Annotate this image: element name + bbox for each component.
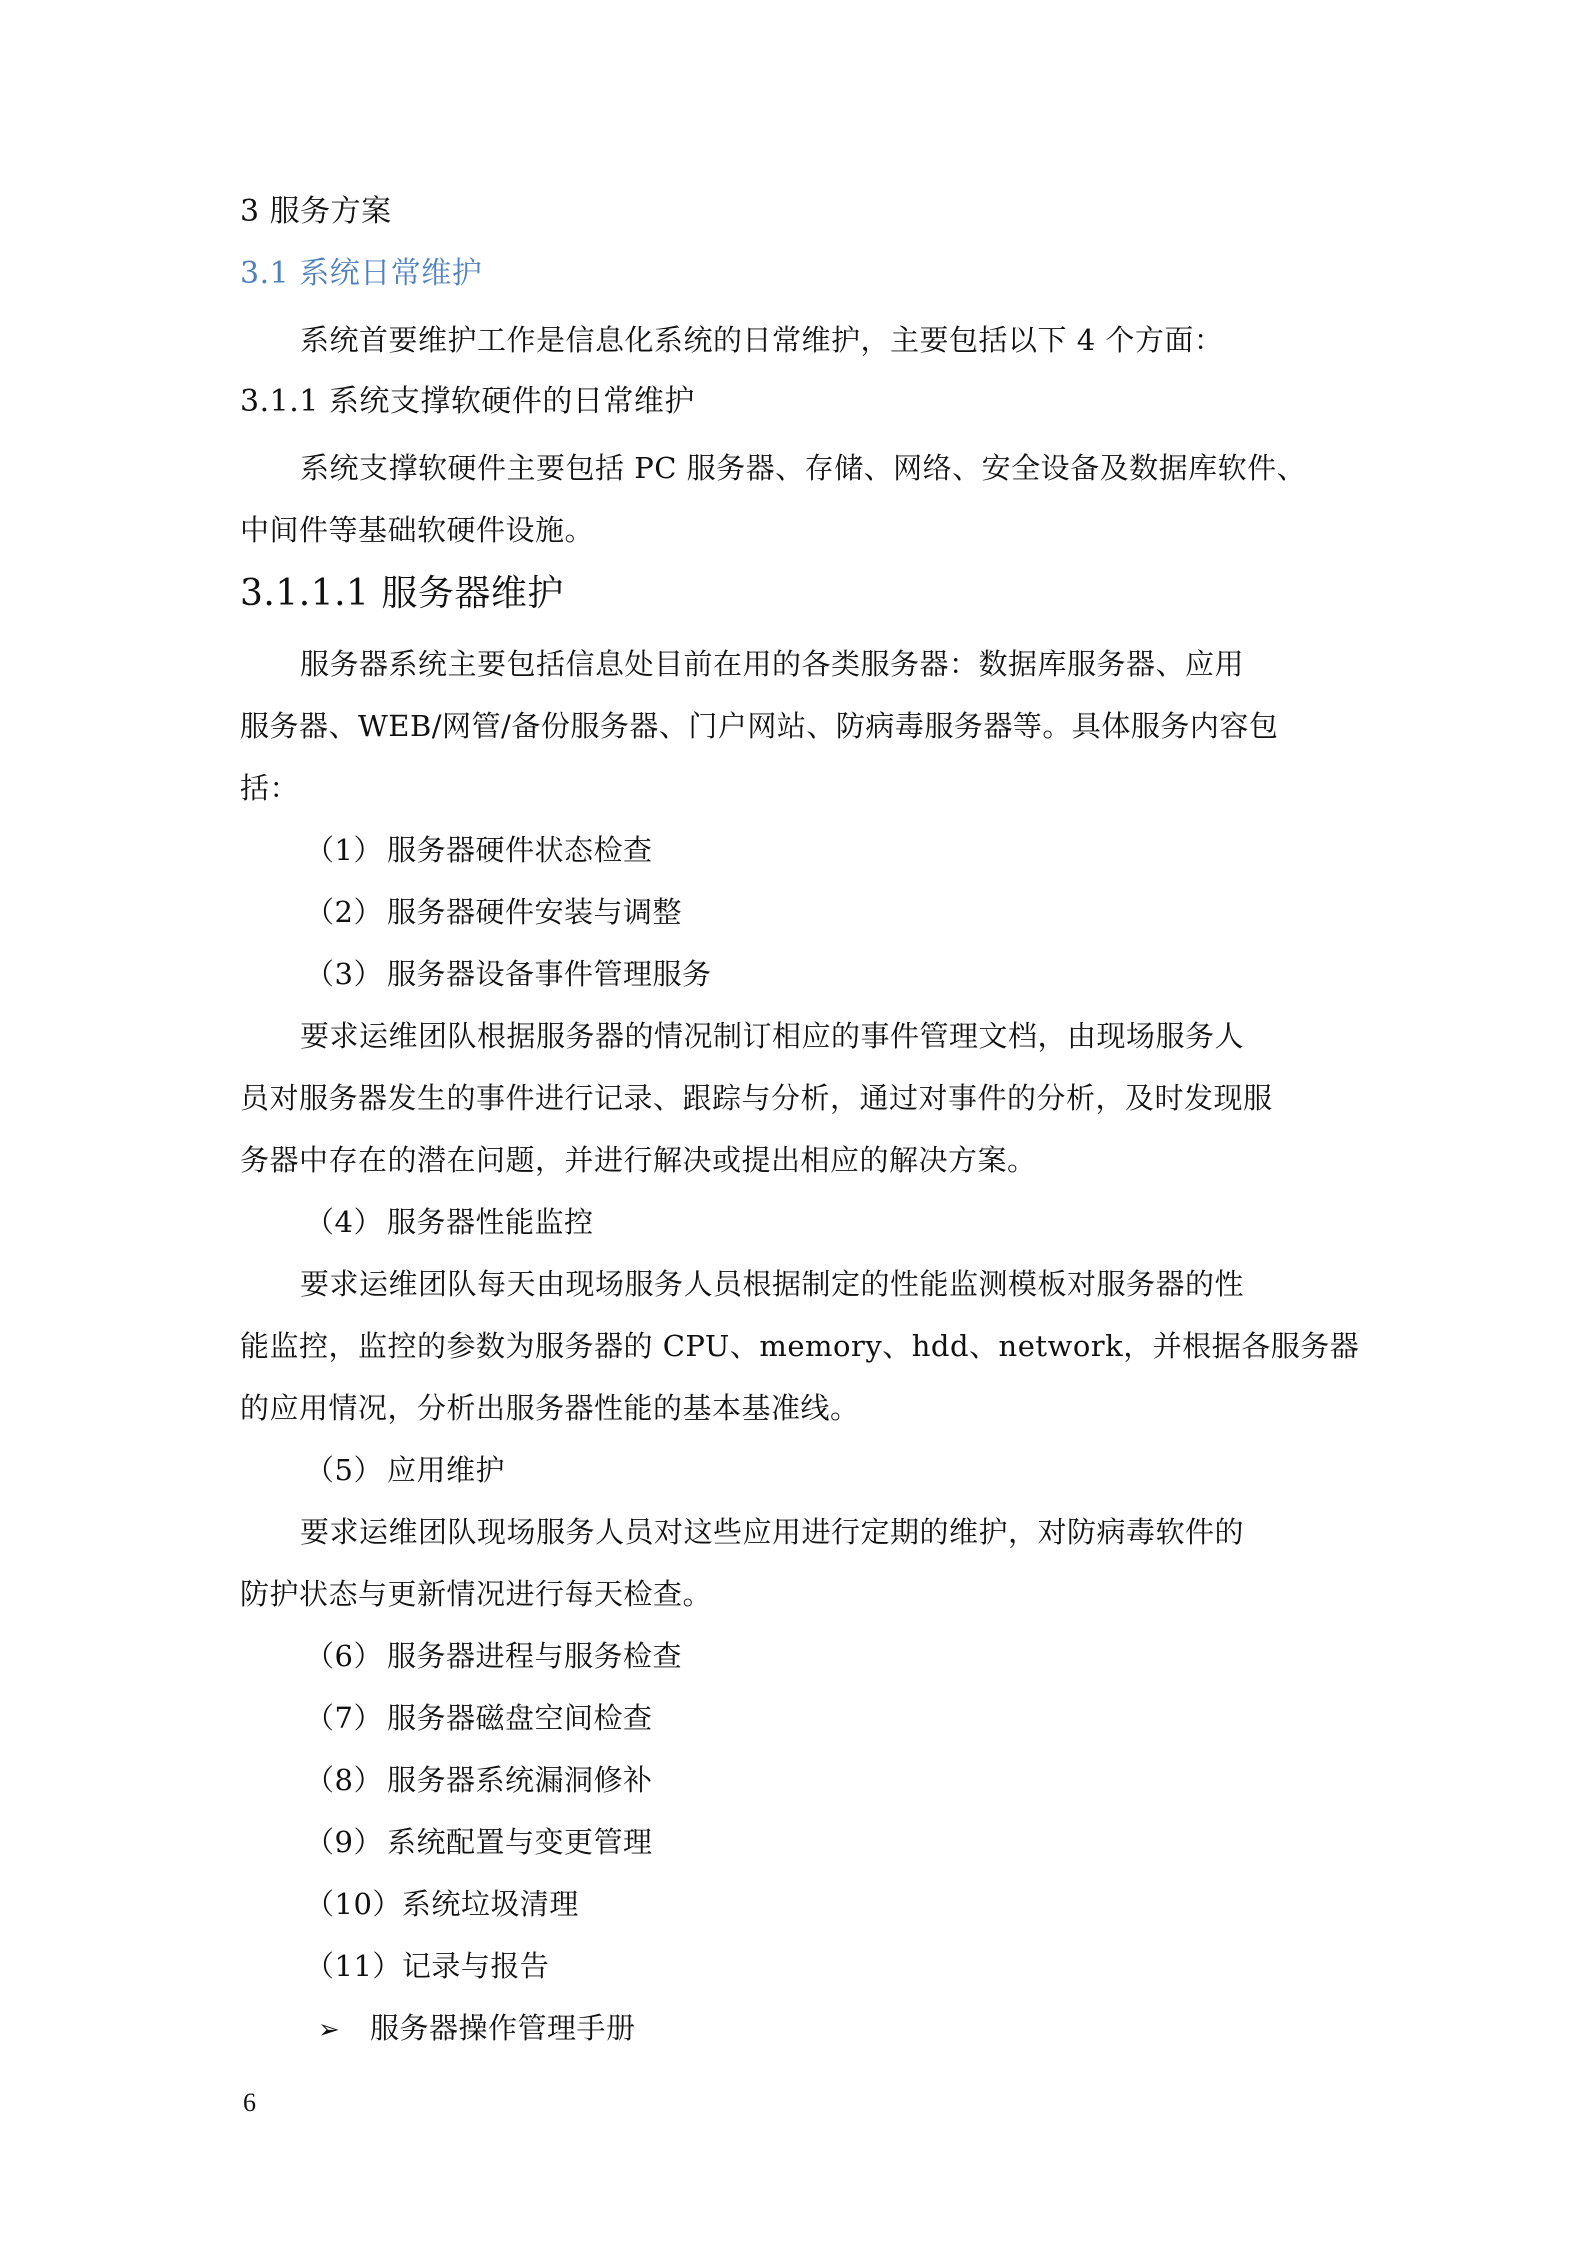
list-item-label: 系统配置与变更管理 (387, 1825, 653, 1859)
list-item (305, 1822, 653, 1862)
list-item-label: 系统垃圾清理 (401, 1887, 579, 1921)
intro-paragraph: 系统首要维护工作是信息化系统的日常维护，主要包括以下 4 个方面： (300, 323, 1224, 357)
paragraph-line: 能监控，监控的参数为服务器的 CPU、memory、hdd、network，并根据各服务器 (240, 1329, 1360, 1363)
list-item-number: （8） (305, 1763, 383, 1797)
list-item-number: （4） (305, 1205, 383, 1239)
list-item-number: （6） (305, 1639, 383, 1673)
list-item-label: 服务器设备事件管理服务 (387, 957, 712, 991)
paragraph-line: 系统支撑软硬件主要包括 PC 服务器、存储、网络、安全设备及数据库软件、 (300, 451, 1307, 485)
list-item-number: （2） (305, 895, 383, 929)
paragraph-line: 防护状态与更新情况进行每天检查。 (240, 1577, 713, 1611)
paragraph-line: 的应用情况，分析出服务器性能的基本基准线。 (240, 1391, 860, 1425)
arrow-bullet-icon: ➢ (318, 2015, 341, 2045)
page-number: 6 (243, 2088, 256, 2117)
bullet-item (318, 2008, 636, 2050)
paragraph-line: 要求运维团队根据服务器的情况制订相应的事件管理文档，由现场服务人 (300, 1019, 1245, 1053)
heading-level-3: 3.1.1 系统支撑软硬件的日常维护 (240, 384, 695, 419)
paragraph-line: 务器中存在的潜在问题，并进行解决或提出相应的解决方案。 (240, 1143, 1037, 1177)
list-item-label: 服务器性能监控 (387, 1205, 594, 1239)
list-item-number: （3） (305, 957, 383, 991)
list-item (305, 954, 712, 994)
heading-level-2: 3.1 系统日常维护 (240, 256, 483, 291)
list-item-number: （9） (305, 1825, 383, 1859)
list-item (305, 830, 653, 870)
list-item (305, 1450, 505, 1490)
heading-level-1: 3 服务方案 (240, 194, 392, 229)
list-item-label: 服务器硬件安装与调整 (387, 895, 683, 929)
list-item-number: （10） (305, 1887, 402, 1921)
paragraph-line: 服务器系统主要包括信息处目前在用的各类服务器：数据库服务器、应用 (300, 647, 1245, 681)
list-item-number: （5） (305, 1453, 383, 1487)
list-item-label: 服务器磁盘空间检查 (387, 1701, 653, 1735)
list-item-label: 服务器硬件状态检查 (387, 833, 653, 867)
heading-level-4: 3.1.1.1 服务器维护 (240, 573, 564, 614)
list-item-number: （1） (305, 833, 383, 867)
list-item-number: （7） (305, 1701, 383, 1735)
paragraph-line: 要求运维团队每天由现场服务人员根据制定的性能监测模板对服务器的性 (300, 1267, 1245, 1301)
list-item-label: 服务器进程与服务检查 (387, 1639, 683, 1673)
list-item-label: 服务器系统漏洞修补 (387, 1763, 653, 1797)
bullet-item-label: 服务器操作管理手册 (370, 2011, 636, 2045)
list-item (305, 1636, 682, 1676)
paragraph-line: 员对服务器发生的事件进行记录、跟踪与分析，通过对事件的分析，及时发现服 (240, 1081, 1273, 1115)
list-item-number: （11） (305, 1949, 402, 1983)
paragraph-line: 中间件等基础软硬件设施。 (240, 513, 595, 547)
list-item (305, 892, 682, 932)
list-item (305, 1202, 594, 1242)
list-item (305, 1946, 549, 1986)
paragraph-line: 要求运维团队现场服务人员对这些应用进行定期的维护，对防病毒软件的 (300, 1515, 1245, 1549)
paragraph-line: 括： (240, 771, 300, 805)
list-item-label: 应用维护 (387, 1453, 506, 1487)
list-item (305, 1698, 653, 1738)
list-item-label: 记录与报告 (401, 1949, 550, 1983)
list-item (305, 1760, 653, 1800)
paragraph-line: 服务器、WEB/网管/备份服务器、门户网站、防病毒服务器等。具体服务内容包 (240, 709, 1279, 743)
list-item (305, 1884, 579, 1924)
